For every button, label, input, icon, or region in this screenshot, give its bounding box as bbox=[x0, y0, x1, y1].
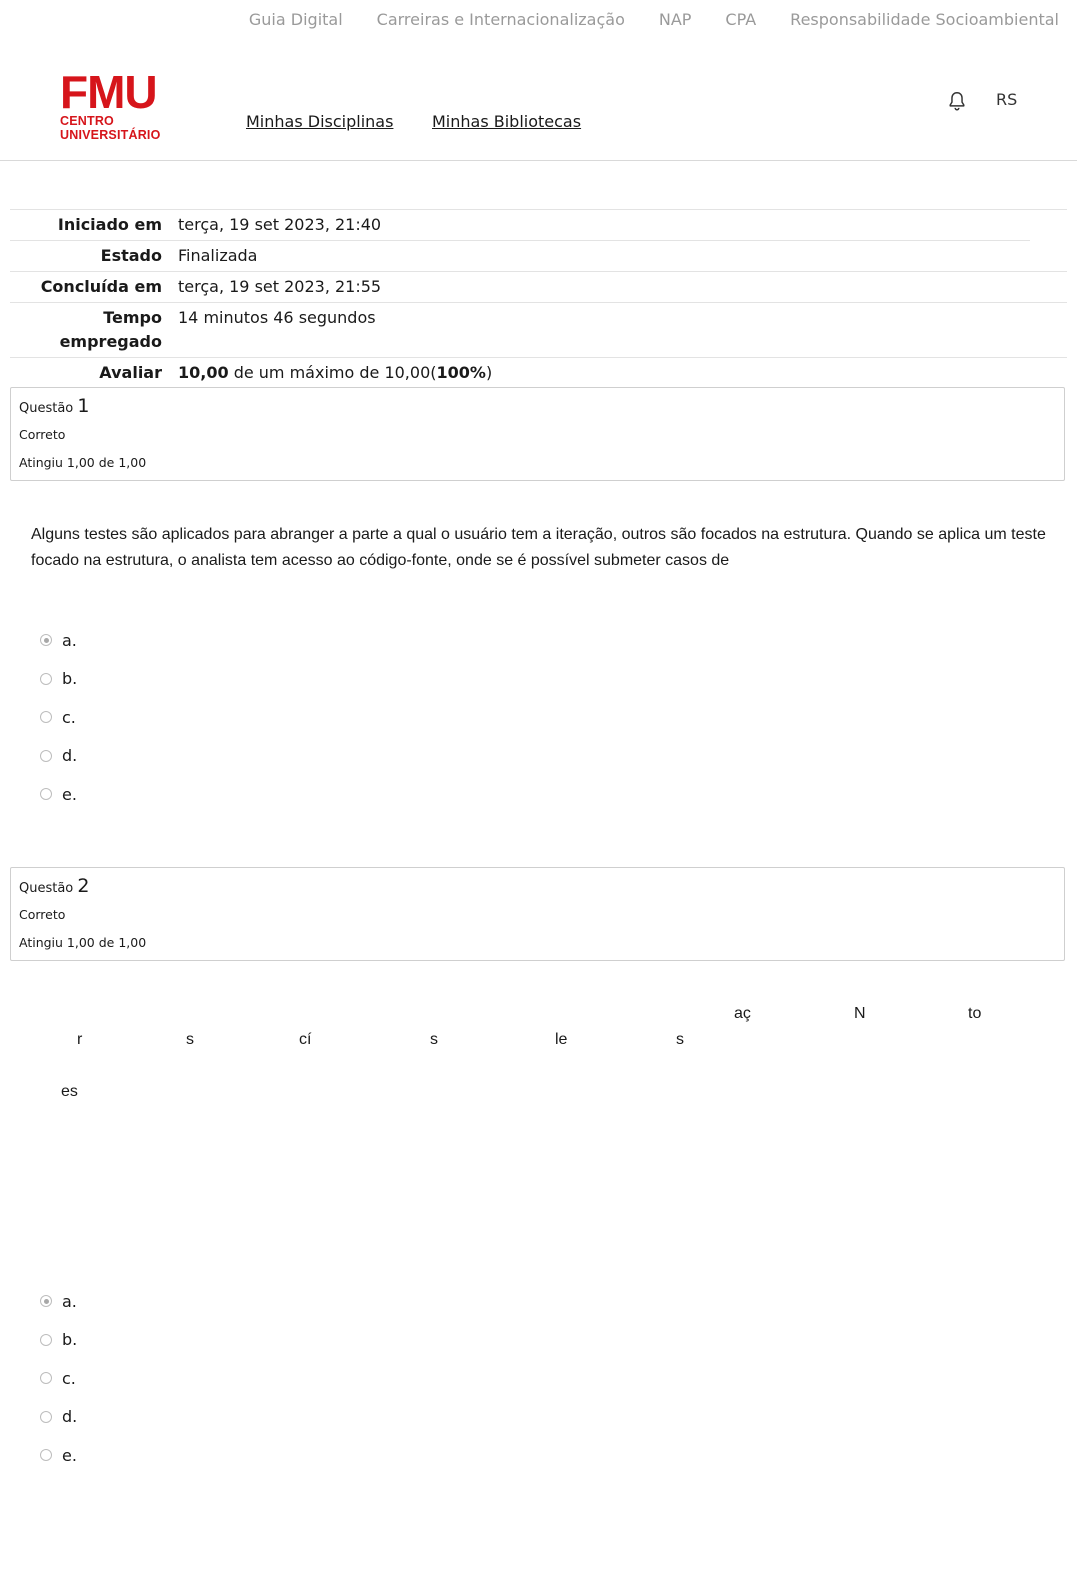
radio-button[interactable] bbox=[40, 1372, 52, 1384]
text-fragment: s bbox=[430, 1031, 438, 1048]
question-number-value: 2 bbox=[77, 875, 90, 897]
answer-option[interactable] bbox=[40, 737, 77, 776]
question-number-value: 1 bbox=[77, 395, 90, 417]
summary-row-grade bbox=[10, 358, 1067, 388]
text-fragment: s bbox=[676, 1031, 684, 1048]
top-utility-nav bbox=[249, 10, 1059, 29]
answer-option[interactable] bbox=[40, 1436, 77, 1475]
radio-button[interactable] bbox=[40, 1411, 52, 1423]
text-fragment: es bbox=[61, 1083, 78, 1100]
summary-label: Estado bbox=[100, 246, 162, 265]
summary-label bbox=[10, 306, 178, 354]
answer-option[interactable] bbox=[40, 1321, 77, 1360]
grade-score: 10,00 bbox=[178, 363, 229, 382]
answer-option[interactable] bbox=[40, 775, 77, 814]
question-status: Correto bbox=[19, 907, 66, 922]
summary-value bbox=[178, 361, 492, 385]
text-fragment: to bbox=[968, 1005, 982, 1022]
logo-mark: FMU bbox=[60, 66, 157, 118]
option-label: e. bbox=[62, 1445, 77, 1465]
summary-row-state bbox=[10, 241, 1067, 272]
radio-button[interactable] bbox=[40, 750, 52, 762]
fmu-logo[interactable] bbox=[60, 66, 200, 142]
radio-button[interactable] bbox=[40, 1295, 52, 1307]
radio-button[interactable] bbox=[40, 673, 52, 685]
option-label: a. bbox=[62, 630, 77, 650]
site-header bbox=[0, 60, 1077, 161]
answer-option[interactable] bbox=[40, 1359, 77, 1398]
option-label: c. bbox=[62, 707, 76, 727]
topnav-responsabilidade[interactable]: Responsabilidade Socioambiental bbox=[790, 10, 1059, 29]
summary-label: Avaliar bbox=[99, 363, 162, 382]
radio-button[interactable] bbox=[40, 788, 52, 800]
option-label: e. bbox=[62, 784, 77, 804]
user-avatar[interactable]: RS bbox=[996, 90, 1018, 109]
summary-value: terça, 19 set 2023, 21:55 bbox=[178, 277, 382, 296]
topnav-guia-digital[interactable]: Guia Digital bbox=[248, 10, 343, 29]
summary-row-time bbox=[10, 303, 1067, 358]
option-label: d. bbox=[62, 1407, 78, 1427]
grade-percent: 100% bbox=[436, 363, 486, 382]
text-fragment: s bbox=[186, 1031, 194, 1048]
answer-option[interactable] bbox=[40, 698, 77, 737]
radio-button[interactable] bbox=[40, 634, 52, 646]
option-label: b. bbox=[62, 1330, 78, 1350]
nav-minhas-bibliotecas[interactable]: Minhas Bibliotecas bbox=[432, 112, 582, 131]
question-score: Atingiu 1,00 de 1,00 bbox=[19, 455, 147, 470]
logo-subtitle: CENTRO UNIVERSITÁRIO bbox=[60, 114, 161, 142]
summary-label-line: Tempo bbox=[103, 308, 162, 327]
summary-row-completed bbox=[10, 272, 1067, 303]
answer-options bbox=[40, 1282, 77, 1475]
question-number bbox=[19, 874, 1056, 901]
question-text: Alguns testes são aplicados para abranger a parte a qual o usuário tem a iteração, outros são focados na estrutura. Quando se aplica um teste focado na estrutura, o analista tem acesso ao código-fonte, onde se é possível submeter casos de bbox=[31, 526, 1046, 569]
answer-option[interactable] bbox=[40, 1398, 77, 1437]
summary-label-line: empregado bbox=[59, 332, 162, 351]
answer-option[interactable] bbox=[40, 1282, 77, 1321]
topnav-carreiras[interactable]: Carreiras e Internacionalização bbox=[376, 10, 625, 29]
question-info-box bbox=[10, 387, 1065, 481]
option-label: a. bbox=[62, 1291, 77, 1311]
topnav-cpa[interactable]: CPA bbox=[725, 10, 757, 29]
text-fragment: aç bbox=[734, 1005, 751, 1022]
attempt-summary-table bbox=[10, 209, 1067, 388]
summary-value: terça, 19 set 2023, 21:40 bbox=[178, 215, 382, 234]
summary-value: Finalizada bbox=[178, 246, 258, 265]
topnav-nap[interactable]: NAP bbox=[658, 10, 692, 29]
answer-option[interactable] bbox=[40, 660, 77, 699]
summary-label: Iniciado em bbox=[57, 215, 162, 234]
grade-text-end: ) bbox=[485, 363, 493, 382]
grade-text: de um máximo de 10,00( bbox=[228, 363, 437, 382]
question-status: Correto bbox=[19, 427, 66, 442]
radio-button[interactable] bbox=[40, 1334, 52, 1346]
nav-minhas-disciplinas[interactable]: Minhas Disciplinas bbox=[246, 112, 394, 131]
summary-row-started bbox=[10, 210, 1030, 241]
option-label: d. bbox=[62, 746, 78, 766]
bell-icon[interactable] bbox=[946, 90, 968, 112]
text-fragment: r bbox=[77, 1031, 83, 1048]
question-label: Questão bbox=[19, 401, 74, 416]
summary-value: 14 minutos 46 segundos bbox=[178, 308, 376, 327]
answer-option[interactable] bbox=[40, 621, 77, 660]
question-score: Atingiu 1,00 de 1,00 bbox=[19, 935, 147, 950]
radio-button[interactable] bbox=[40, 711, 52, 723]
summary-label: Concluída em bbox=[40, 277, 162, 296]
radio-button[interactable] bbox=[40, 1449, 52, 1461]
text-fragment: cí bbox=[299, 1031, 312, 1048]
text-fragment: N bbox=[854, 1005, 866, 1022]
question-info-box bbox=[10, 867, 1065, 961]
question-number bbox=[19, 394, 1056, 421]
answer-options bbox=[40, 621, 77, 814]
question-label: Questão bbox=[19, 881, 74, 896]
text-fragment: le bbox=[555, 1031, 568, 1048]
option-label: c. bbox=[62, 1368, 76, 1388]
option-label: b. bbox=[62, 669, 78, 689]
